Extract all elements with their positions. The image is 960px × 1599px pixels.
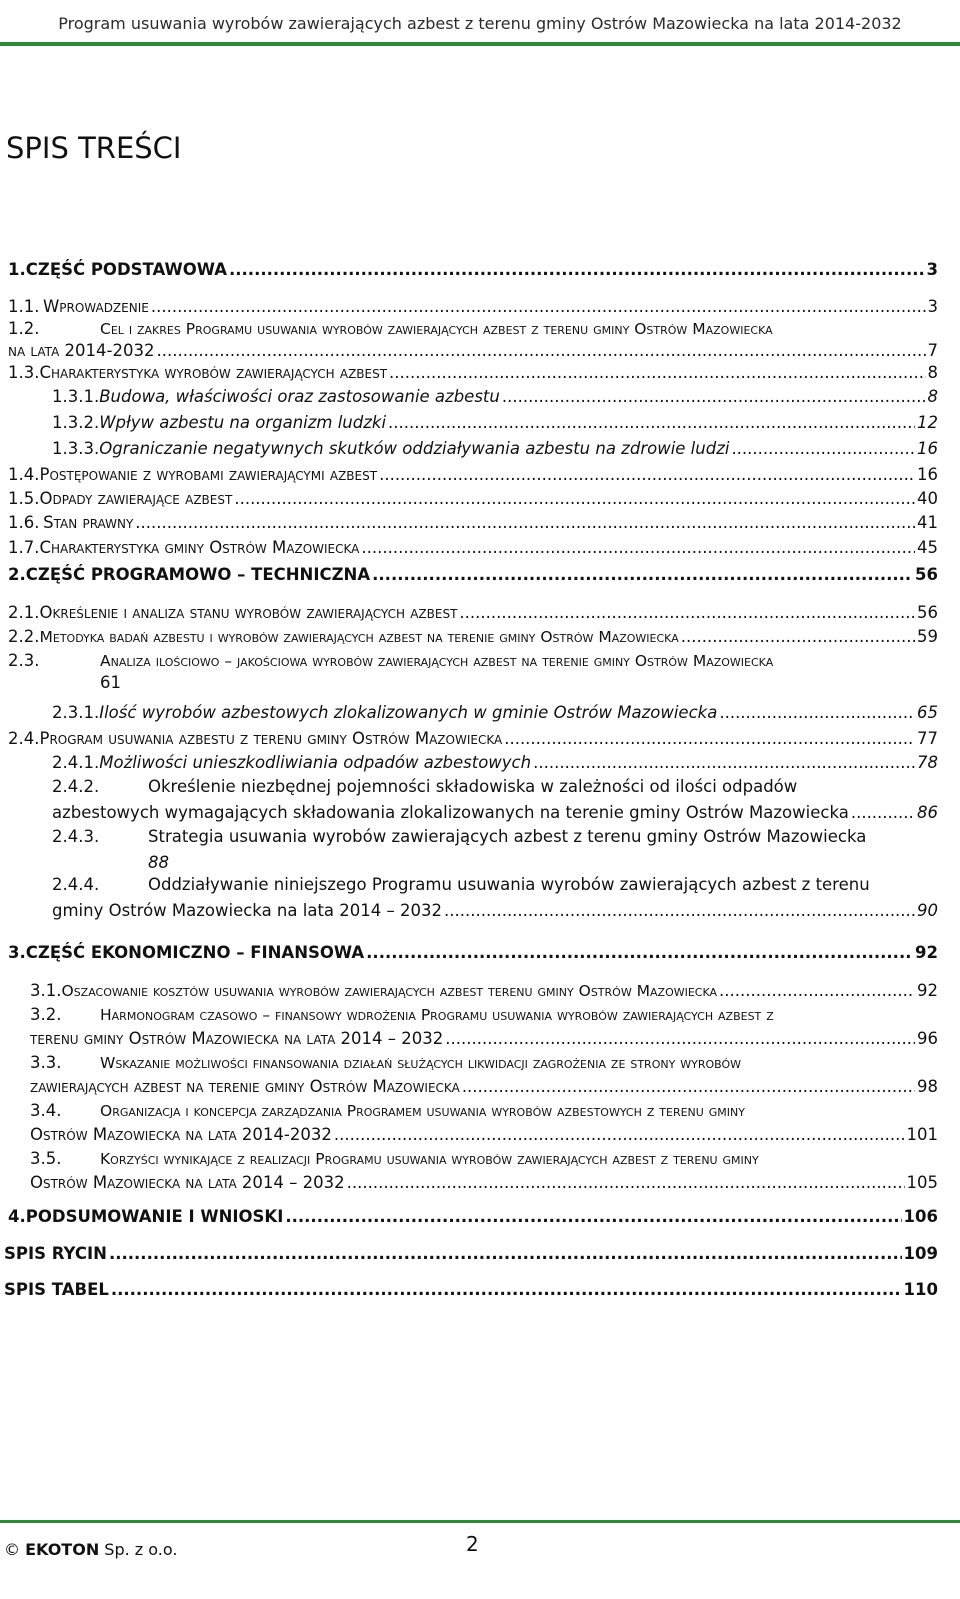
toc-entry[interactable] (8, 362, 938, 384)
toc-entry[interactable] (4, 1243, 938, 1265)
toc-entry[interactable] (52, 874, 938, 922)
toc-number: 1.1. (8, 297, 40, 316)
toc-entry[interactable] (52, 776, 938, 824)
toc-page: 16 (917, 465, 938, 484)
toc-text: Ograniczanie negatywnych skutków oddziaływania azbestu na zdrowie ludzi (99, 439, 730, 458)
toc-number: 2.4.2. (52, 777, 100, 796)
toc-text: Postępowanie z wyrobami zawierającymi azbest (39, 465, 378, 484)
toc-leader (533, 752, 915, 774)
toc-text: Harmonogram czasowo – finansowy wdrożenia Programu usuwania wyrobów zawierających azbest z (100, 1006, 774, 1024)
toc-leader (135, 512, 915, 534)
toc-text: Charakterystyka wyrobów zawierających azbest (39, 363, 388, 382)
toc-page: 90 (917, 901, 938, 920)
toc-leader (731, 438, 915, 460)
toc-leader (347, 1172, 905, 1194)
toc-page: 92 (917, 981, 938, 1000)
toc-entry[interactable] (8, 464, 938, 486)
toc-text: SPIS RYCIN (4, 1244, 107, 1263)
toc-text: Określenie niezbędnej pojemności składowiska w zależności od ilości odpadów (148, 777, 798, 796)
toc-leader (444, 900, 915, 922)
toc-entry[interactable] (8, 650, 938, 694)
toc-page: 12 (917, 413, 938, 432)
toc-page: 78 (917, 753, 938, 772)
toc-text-continued: Ostrów Mazowiecka na lata 2014-2032 (30, 1125, 332, 1144)
toc-leader (372, 564, 913, 586)
page-header (0, 0, 960, 46)
toc-page: 59 (917, 627, 938, 646)
toc-page: 56 (915, 565, 938, 584)
toc-page: 7 (927, 341, 938, 360)
toc-leader (109, 1243, 902, 1265)
toc-entry[interactable] (8, 564, 938, 586)
toc-entry[interactable] (8, 942, 938, 964)
toc-page: 101 (906, 1125, 938, 1144)
toc-number: 1.3. (8, 363, 40, 382)
toc-entry[interactable] (8, 512, 938, 534)
toc-entry[interactable] (52, 752, 938, 774)
toc-entry[interactable] (8, 537, 938, 559)
toc-leader (719, 702, 915, 724)
toc-number: 2.2. (8, 627, 40, 646)
page-number: 2 (466, 1532, 479, 1556)
header-rule (0, 42, 960, 46)
toc-page: 106 (903, 1207, 938, 1226)
toc-text: Charakterystyka gminy Ostrów Mazowiecka (39, 538, 360, 557)
toc-leader (111, 1279, 902, 1301)
toc-text-continued: zawierających azbest na terenie gminy Ostrów Mazowiecka (30, 1077, 460, 1096)
toc-text-continued: Ostrów Mazowiecka na lata 2014 – 2032 (30, 1173, 345, 1192)
toc-page: 56 (917, 603, 938, 622)
copyright-icon: © (4, 1540, 20, 1559)
toc-text: Budowa, właściwości oraz zastosowanie azbestu (99, 387, 500, 406)
toc-leader (719, 980, 915, 1002)
toc-text: Odpady zawierające azbest (39, 489, 233, 508)
toc-number: 2.4.3. (52, 827, 100, 846)
toc-text: Ilość wyrobów azbestowych zlokalizowanych w gminie Ostrów Mazowiecka (99, 703, 718, 722)
toc-text: Cel i zakres Programu usuwania wyrobów zawierających azbest z terenu gminy Ostrów Mazowiecka (100, 320, 773, 338)
toc-leader (445, 1028, 915, 1050)
toc-number: 1.2. (8, 319, 40, 338)
toc-page: 105 (906, 1173, 938, 1192)
toc-text: SPIS TABEL (4, 1280, 109, 1299)
company-suffix: Sp. z o.o. (99, 1540, 178, 1559)
toc-leader (285, 1206, 901, 1228)
toc-number: 1.6. (8, 513, 40, 532)
toc-text: PODSUMOWANIE I WNIOSKI (25, 1207, 284, 1226)
toc-page: 65 (917, 703, 938, 722)
toc-text: Program usuwania azbestu z terenu gminy Ostrów Mazowiecka (39, 729, 503, 748)
toc-leader (234, 488, 915, 510)
footer-rule (0, 1520, 960, 1523)
toc-text: Oszacowanie kosztów usuwania wyrobów zawierających azbest terenu gminy Ostrów Mazowiecka (61, 982, 718, 1000)
toc-text-continued: na lata 2014-2032 (8, 341, 155, 360)
toc-page: 61 (100, 673, 121, 692)
toc-entry[interactable] (52, 386, 938, 408)
toc-leader (459, 602, 915, 624)
toc-text: Określenie i analiza stanu wyrobów zawierających azbest (39, 603, 458, 622)
toc-number: 1. (8, 260, 26, 279)
toc-leader (504, 728, 915, 750)
page-footer (0, 1520, 960, 1599)
toc-entry[interactable] (4, 1279, 938, 1301)
toc-number: 3.3. (30, 1053, 62, 1072)
toc-number: 2.4.1. (52, 753, 100, 772)
toc-entry[interactable] (52, 826, 938, 874)
toc-text: Korzyści wynikające z realizacji Programu usuwania wyrobów zawierających azbest z terenu gminy (100, 1150, 759, 1168)
toc-leader (502, 386, 926, 408)
toc-text-continued: azbestowych wymagających składowania zlokalizowanych na terenie gminy Ostrów Mazowiecka (52, 803, 849, 822)
toc-number: 1.3.1. (52, 387, 100, 406)
toc-number: 1.7. (8, 538, 40, 557)
toc-text: CZĘŚĆ EKONOMICZNO – FINANSOWA (25, 943, 365, 962)
toc-leader (462, 1076, 915, 1098)
toc-text: CZĘŚĆ PODSTAWOWA (25, 260, 227, 279)
toc-page: 45 (917, 538, 938, 557)
toc-number: 1.5. (8, 489, 40, 508)
toc-number: 1.3.3. (52, 439, 100, 458)
toc-entry[interactable] (30, 980, 938, 1002)
toc-page: 109 (903, 1244, 938, 1263)
toc-leader (379, 464, 915, 486)
toc-text: Oddziaływanie niniejszego Programu usuwania wyrobów zawierających azbest z terenu (148, 875, 870, 894)
toc-entry[interactable] (8, 626, 938, 648)
toc-number: 2.1. (8, 603, 40, 622)
toc-entry[interactable] (30, 1148, 938, 1194)
toc-entry[interactable] (30, 1052, 938, 1098)
toc-leader (366, 942, 913, 964)
toc-page: 3 (927, 297, 938, 316)
toc-text: Wprowadzenie (42, 297, 149, 316)
toc-entry[interactable] (8, 602, 938, 624)
toc-leader (151, 296, 926, 318)
toc-entry[interactable] (8, 728, 938, 750)
toc-page: 96 (917, 1029, 938, 1048)
toc-page: 41 (917, 513, 938, 532)
toc-text: Analiza ilościowo – jakościowa wyrobów zawierających azbest na terenie gminy Ostrów Mazowiecka (100, 652, 774, 670)
toc-page: 77 (917, 729, 938, 748)
toc-leader (388, 412, 915, 434)
toc-number: 2.4.4. (52, 875, 100, 894)
toc-page: 8 (927, 363, 938, 382)
toc-page: 86 (917, 803, 938, 822)
toc-page: 40 (917, 489, 938, 508)
toc-page: 8 (927, 387, 938, 406)
toc-entry[interactable] (8, 318, 938, 362)
toc-number: 3.4. (30, 1101, 62, 1120)
toc-number: 2.3.1. (52, 703, 100, 722)
toc-text-continued: gminy Ostrów Mazowiecka na lata 2014 – 2032 (52, 901, 442, 920)
toc-entry[interactable] (8, 259, 938, 281)
toc-leader (361, 537, 915, 559)
toc-number: 2.3. (8, 651, 40, 670)
toc-page: 3 (926, 260, 938, 279)
company-name: EKOTON (25, 1540, 100, 1559)
toc-text: Stan prawny (43, 513, 134, 532)
toc-leader (681, 626, 915, 648)
toc-leader (229, 259, 925, 281)
toc-leader (156, 340, 925, 362)
toc-entry[interactable] (8, 1206, 938, 1228)
toc-text: Metodyka badań azbestu i wyrobów zawierających azbest na terenie gminy Ostrów Mazowiecka (39, 628, 679, 646)
toc-page: 110 (903, 1280, 938, 1299)
toc-page: 16 (917, 439, 938, 458)
toc-text: Możliwości unieszkodliwiania odpadów azbestowych (99, 753, 532, 772)
toc-entry[interactable] (30, 1100, 938, 1146)
toc-text: Strategia usuwania wyrobów zawierających azbest z terenu gminy Ostrów Mazowiecka (148, 827, 867, 846)
toc-number: 4. (8, 1207, 26, 1226)
toc-title: SPIS TREŚCI (6, 131, 182, 165)
toc-entry[interactable] (52, 438, 938, 460)
toc-entry[interactable] (30, 1004, 938, 1050)
toc-entry[interactable] (8, 296, 938, 318)
toc-number: 2. (8, 565, 26, 584)
toc-leader (389, 362, 925, 384)
toc-leader (334, 1124, 905, 1146)
running-title: Program usuwania wyrobów zawierających azbest z terenu gminy Ostrów Mazowiecka na lata 2014-2032 (58, 14, 902, 33)
footer-company (4, 1540, 177, 1559)
toc-leader (851, 802, 915, 824)
toc-number: 3.2. (30, 1005, 62, 1024)
toc-entry[interactable] (8, 488, 938, 510)
toc-entry[interactable] (52, 702, 938, 724)
toc-number: 3.1. (30, 981, 62, 1000)
toc-number: 1.3.2. (52, 413, 100, 432)
toc-number: 3.5. (30, 1149, 62, 1168)
toc-text-continued: terenu gminy Ostrów Mazowiecka na lata 2014 – 2032 (30, 1029, 444, 1048)
toc-entry[interactable] (52, 412, 938, 434)
toc-page: 98 (917, 1077, 938, 1096)
toc-text: Wskazanie możliwości finansowania działań służących likwidacji zagrożenia ze strony wyrobów (100, 1054, 742, 1072)
toc-text: CZĘŚĆ PROGRAMOWO – TECHNICZNA (25, 565, 371, 584)
toc-number: 1.4. (8, 465, 40, 484)
toc-text: Wpływ azbestu na organizm ludzki (99, 413, 387, 432)
toc-text: Organizacja i koncepcja zarządzania Programem usuwania wyrobów azbestowych z terenu gminy (100, 1102, 745, 1120)
toc-number: 2.4. (8, 729, 40, 748)
toc-number: 3. (8, 943, 26, 962)
toc-page: 92 (915, 943, 938, 962)
toc-page: 88 (148, 853, 169, 872)
